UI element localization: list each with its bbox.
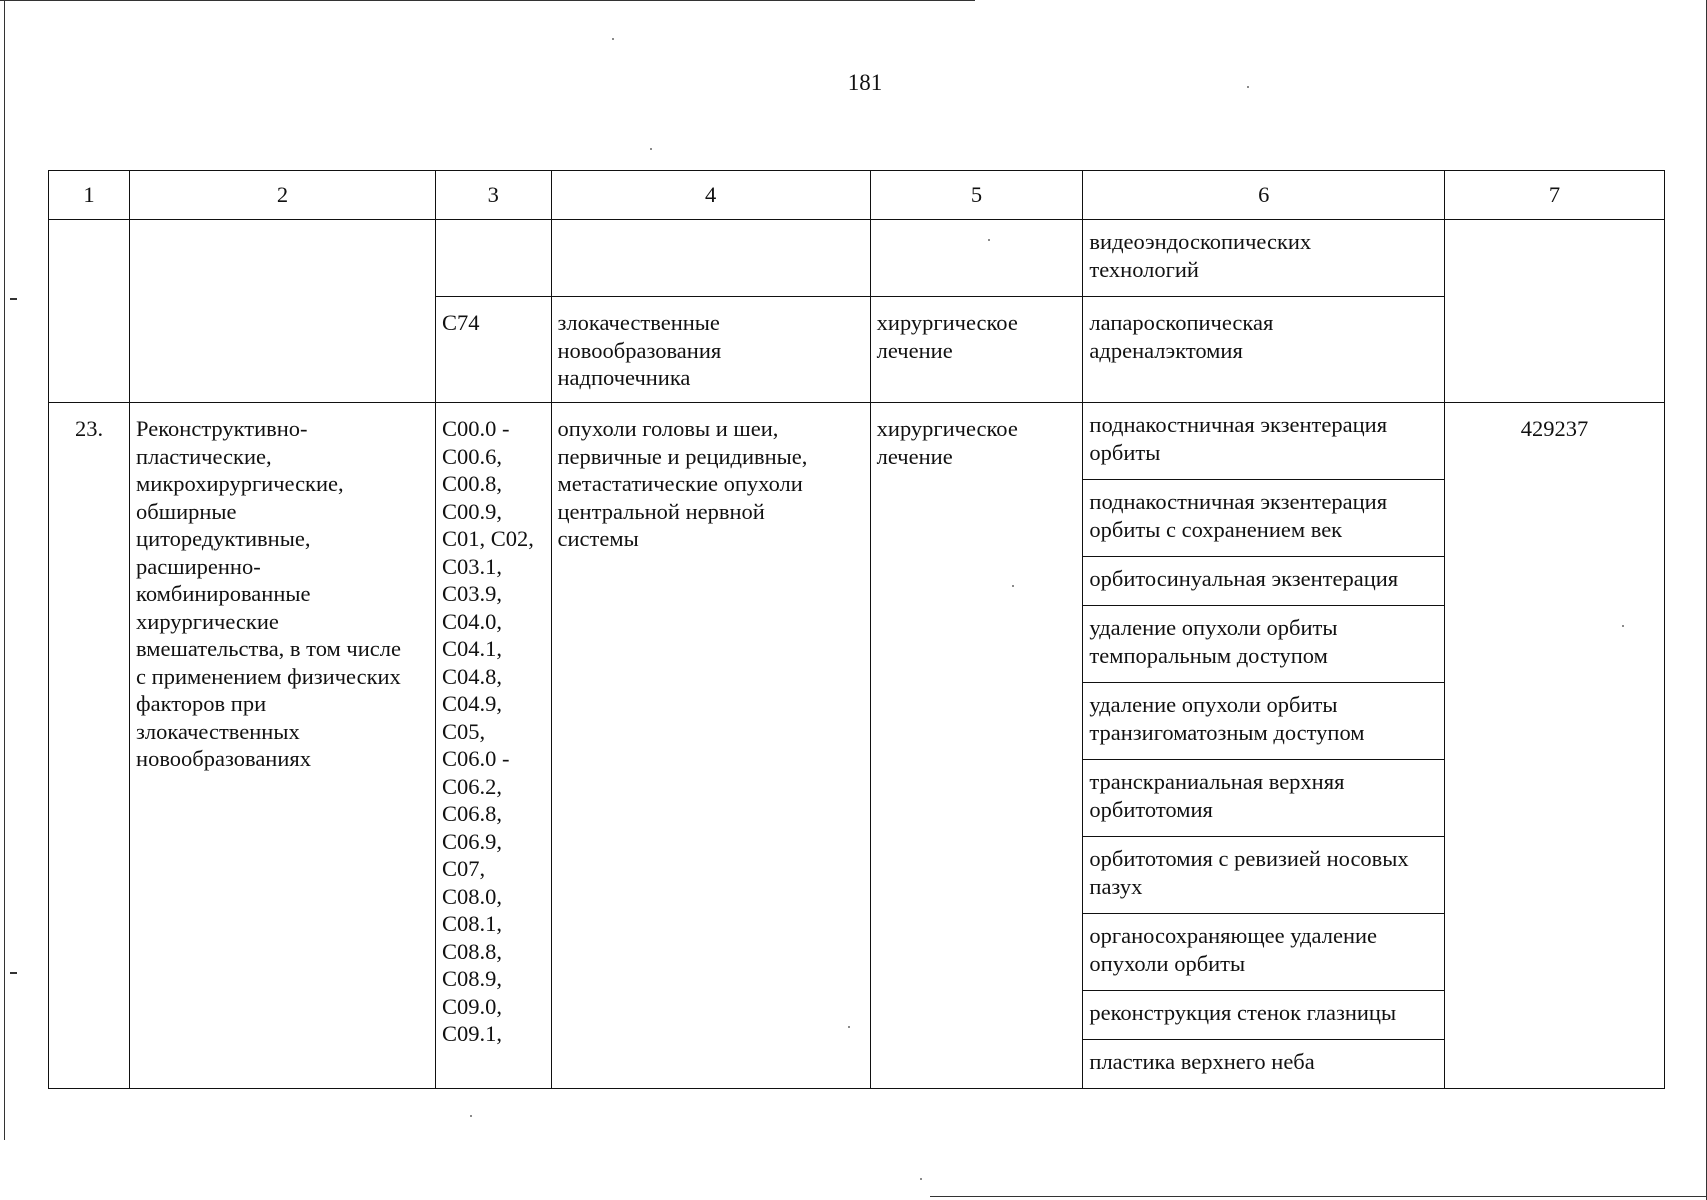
scan-speck [470, 1115, 472, 1117]
name-line: новообразованиях [136, 746, 311, 771]
scan-speck [612, 38, 614, 40]
code-line: C00.8, [442, 471, 503, 496]
procedure-line: технологий [1089, 256, 1199, 282]
code-line: C00.9, [442, 498, 503, 524]
procedure-line: транскраниальная верхняя [1089, 769, 1345, 794]
scan-speck [650, 148, 652, 150]
procedure-cell [1083, 480, 1445, 557]
procedure-cell [1083, 297, 1445, 403]
header-cell-7: 7 [1445, 171, 1665, 220]
empty-disease-cell [551, 220, 870, 297]
procedure-line: орбиты с сохранением век [1089, 516, 1343, 542]
procedure-cell [1083, 606, 1445, 683]
name-line: хирургические [136, 608, 279, 634]
row-number-cell: 23. [49, 403, 130, 1089]
continued-name-cell [130, 220, 436, 403]
page-border-bottom [930, 1196, 1707, 1197]
procedure-line: лапароскопическая [1089, 310, 1274, 335]
header-row [49, 171, 1665, 220]
disease-line: надпочечника [557, 365, 691, 390]
procedure-cell [1083, 1040, 1445, 1089]
code-line: C05, [442, 718, 486, 744]
scan-speck [1247, 86, 1249, 88]
code-line: C08.0, [442, 883, 503, 909]
name-line: факторов при [136, 691, 267, 716]
name-line: Реконструктивно- [136, 416, 308, 441]
procedure-cell [1083, 403, 1445, 480]
name-line: комбинированные [136, 581, 311, 606]
disease-line: метастатические опухоли [557, 471, 803, 496]
continued-cost-cell [1445, 220, 1665, 403]
procedure-line: адреналэктомия [1089, 337, 1243, 363]
treatment-cell [870, 403, 1083, 1089]
code-line: C06.9, [442, 828, 503, 854]
disease-cell [551, 403, 870, 1089]
code-line: C06.2, [442, 773, 503, 799]
procedure-line: удаление опухоли орбиты [1089, 615, 1338, 640]
procedure-cell [1083, 220, 1445, 297]
page-border-left [4, 0, 5, 1140]
page-border-top [0, 0, 975, 1]
scan-speck [1622, 625, 1624, 627]
page-number: 181 [847, 70, 883, 95]
procedure-line: пазух [1089, 873, 1143, 899]
icd-codes-cell [436, 403, 552, 1089]
continued-row-1 [49, 220, 1665, 297]
code-line: C03.9, [442, 581, 503, 606]
procedure-cell [1083, 557, 1445, 606]
procedure-line: орбитотомия с ревизией носовых [1089, 846, 1409, 871]
code-line: C00.6, [442, 443, 503, 469]
code-line: C08.1, [442, 911, 503, 936]
header-cell-5: 5 [870, 171, 1083, 220]
scan-speck [1012, 585, 1014, 587]
scan-speck [988, 239, 990, 241]
code-line: C03.1, [442, 553, 503, 579]
code-line: C06.0 - [442, 746, 510, 771]
continued-number-cell [49, 220, 130, 403]
code-line: C01, C02, [442, 526, 534, 551]
code-line: C08.9, [442, 966, 503, 991]
name-line: пластические, [136, 443, 272, 469]
code-line: C04.0, [442, 608, 503, 634]
header-cell-2: 2 [130, 171, 436, 220]
code-line: C07, [442, 856, 486, 881]
name-line: вмешательства, в том числе [136, 636, 401, 661]
treatment-cell [870, 297, 1083, 403]
cost-cell: 429237 [1445, 403, 1665, 1089]
disease-cell [551, 297, 870, 403]
scan-speck [848, 1026, 850, 1028]
procedure-line: орбитотомия [1089, 796, 1213, 822]
scan-speck [920, 1178, 922, 1180]
procedure-line: реконструкция стенок глазницы [1089, 1000, 1397, 1025]
name-line: с применением физических [136, 663, 401, 689]
header-cell-6: 6 [1083, 171, 1445, 220]
name-line: обширные [136, 498, 237, 524]
empty-treatment-cell [870, 220, 1083, 297]
procedure-cell [1083, 760, 1445, 837]
code-line: C06.8, [442, 801, 503, 826]
empty-code-cell [436, 220, 552, 297]
procedure-line: видеоэндоскопических [1089, 229, 1312, 254]
code-line: C04.9, [442, 691, 503, 716]
treatment-line: хирургическое [876, 416, 1018, 441]
procedure-cell [1083, 683, 1445, 760]
procedure-line: транзигоматозным доступом [1089, 719, 1365, 745]
procedure-line: орбитосинуальная экзентерация [1089, 566, 1399, 591]
treatment-line: лечение [876, 337, 953, 363]
code-cell: C74 [436, 297, 552, 403]
treatment-line: хирургическое [876, 310, 1018, 335]
disease-line: опухоли головы и шеи, [557, 416, 779, 441]
disease-line: новообразования [557, 337, 722, 363]
scan-mark [10, 298, 17, 300]
name-line: циторедуктивные, [136, 526, 311, 551]
procedure-line: поднакостничная экзентерация [1089, 489, 1388, 514]
name-line: злокачественных [136, 718, 300, 744]
disease-line: злокачественные [557, 310, 720, 335]
procedure-line: пластика верхнего неба [1089, 1049, 1315, 1074]
name-line: микрохирургические, [136, 471, 344, 496]
procedure-line: удаление опухоли орбиты [1089, 692, 1338, 717]
procedure-line: поднакостничная экзентерация [1089, 412, 1388, 437]
procedure-cell [1083, 991, 1445, 1040]
row-23-first [49, 403, 1665, 480]
header-cell-3: 3 [436, 171, 552, 220]
header-cell-4: 4 [551, 171, 870, 220]
code-line: C00.0 - [442, 416, 510, 441]
disease-line: первичные и рецидивные, [557, 443, 808, 469]
procedure-cell [1083, 837, 1445, 914]
code-line: C09.0, [442, 993, 503, 1019]
header-cell-1: 1 [49, 171, 130, 220]
procedure-line: органосохраняющее удаление [1089, 923, 1378, 948]
procedure-line: орбиты [1089, 439, 1161, 465]
treatment-line: лечение [876, 443, 953, 469]
scan-mark [10, 972, 17, 974]
disease-line: центральной нервной [557, 498, 765, 524]
code-line: C09.1, [442, 1021, 503, 1046]
disease-line: системы [557, 526, 639, 551]
name-line: расширенно- [136, 553, 261, 579]
intervention-name-cell [130, 403, 436, 1089]
procedure-cell [1083, 914, 1445, 991]
code-line: C08.8, [442, 938, 503, 964]
code-line: C04.8, [442, 663, 503, 689]
procedure-line: опухоли орбиты [1089, 950, 1246, 976]
code-line: C04.1, [442, 636, 503, 661]
medical-care-table [48, 170, 1665, 1089]
procedure-line: темпоральным доступом [1089, 642, 1328, 668]
